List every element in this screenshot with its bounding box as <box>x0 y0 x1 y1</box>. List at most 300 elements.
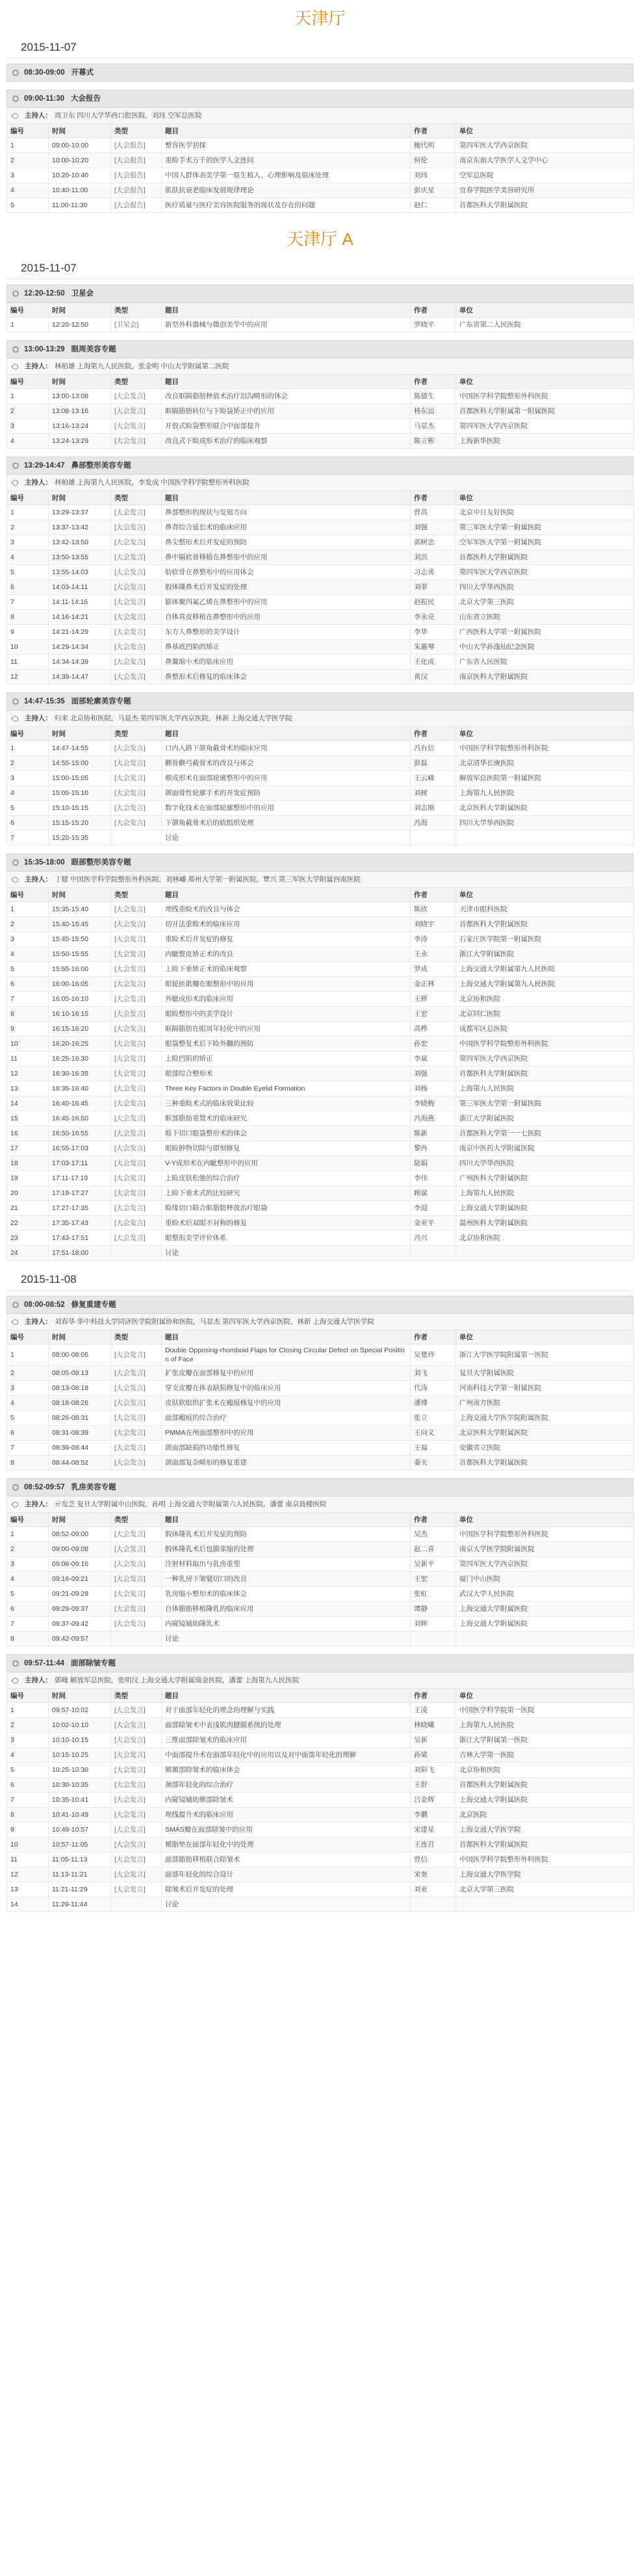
item-time: 15:45-15:50 <box>49 932 111 947</box>
item-title[interactable]: 眼整形美学评价体系 <box>162 1231 411 1246</box>
item-affiliation: 首都医科大学附属医院 <box>456 917 634 932</box>
item-time: 09:37-09:42 <box>49 1617 111 1632</box>
column-header: 作者 <box>411 1513 456 1527</box>
item-title[interactable]: 面部除皱术中表浅肌肉腱膜系统的处理 <box>162 1718 411 1733</box>
table-row <box>7 1852 634 1867</box>
item-affiliation: 宜春学院医学美容研究所 <box>456 183 634 198</box>
item-title[interactable]: 对于面部年轻化的理念的理解与实践 <box>162 1703 411 1718</box>
date-heading: 2015-11-07 <box>6 36 634 58</box>
item-type: [大会发言] <box>111 1527 162 1542</box>
item-title[interactable]: 外眦成形术的临床应用 <box>162 992 411 1007</box>
item-affiliation: 北京大学第三医院 <box>456 595 634 610</box>
table-row <box>7 1411 634 1426</box>
item-type: [大会发言] <box>111 404 162 419</box>
item-type: [大会发言] <box>111 595 162 610</box>
item-speaker: 冯有信 <box>411 741 456 756</box>
item-speaker: 刘晓宇 <box>411 917 456 932</box>
item-speaker: 黄汉 <box>411 670 456 685</box>
session-header[interactable] <box>6 1478 634 1496</box>
item-title[interactable]: 穿支皮瓣在体表缺损修复中的临床应用 <box>162 1381 411 1396</box>
table-row <box>7 1823 634 1837</box>
item-affiliation <box>456 1632 634 1647</box>
column-header: 作者 <box>411 888 456 902</box>
column-header: 类型 <box>111 124 162 138</box>
item-speaker: 秦天 <box>411 1456 456 1471</box>
item-time: 09:00-09:08 <box>49 1542 111 1557</box>
item-title[interactable]: 自体脂肪移植隆乳的临床应用 <box>162 1602 411 1617</box>
item-title[interactable]: 鼻基底凹陷的矫正 <box>162 640 411 655</box>
item-number: 4 <box>7 1748 49 1763</box>
item-number: 6 <box>7 1778 49 1793</box>
table-row <box>7 801 634 816</box>
item-speaker: 李涛 <box>411 932 456 947</box>
item-title[interactable]: 医疗质量与医疗美容医院服务的现状及存在的问题 <box>162 198 411 213</box>
item-title[interactable]: 内眦赘皮矫正术的改良 <box>162 947 411 962</box>
item-affiliation: 首都医科大学附属医院 <box>456 1837 634 1852</box>
item-time: 10:30-10:35 <box>49 1778 111 1793</box>
item-affiliation: 广西医科大学第一附属医院 <box>456 625 634 640</box>
item-affiliation: 厦门中山医院 <box>456 1572 634 1587</box>
table-row <box>7 1096 634 1111</box>
item-speaker: 习志勇 <box>411 565 456 580</box>
item-title[interactable]: 颌面部缺损的功能性修复 <box>162 1441 411 1456</box>
item-title[interactable]: 整容医学初探 <box>162 138 411 153</box>
item-time: 08:52-09:00 <box>49 1527 111 1542</box>
item-title[interactable]: 埋线重睑术的改良与体会 <box>162 902 411 917</box>
table-header-row <box>7 375 634 389</box>
item-number: 7 <box>7 1617 49 1632</box>
item-title[interactable]: 鼻背综合延长术的临床应用 <box>162 520 411 535</box>
item-time: 17:43-17:51 <box>49 1231 111 1246</box>
item-type: [大会发言] <box>111 1426 162 1441</box>
item-number: 14 <box>7 1897 49 1912</box>
table-header-row <box>7 124 634 138</box>
table-row <box>7 786 634 801</box>
item-title[interactable]: 内窥镜辅助额部除皱术 <box>162 1793 411 1808</box>
column-header: 编号 <box>7 727 49 741</box>
item-time: 11:13-11:21 <box>49 1867 111 1882</box>
item-title[interactable]: 面部年轻化的综合设计 <box>162 1867 411 1882</box>
chairs-names: 林柏雄 上海第九人民医院，李发成 中国医学科学院整形外科医院 <box>55 479 250 486</box>
item-affiliation: 广东省人民医院 <box>456 655 634 670</box>
item-number: 12 <box>7 670 49 685</box>
item-title[interactable]: 上睑下垂矫正术的临床观察 <box>162 962 411 977</box>
item-title[interactable]: 重睑手术万千的医学人文连问 <box>162 153 411 168</box>
item-title[interactable]: 颊脂垫在面部年轻化中的处理 <box>162 1837 411 1852</box>
item-title[interactable]: 眶隔脂肪在眼周年轻化中的应用 <box>162 1022 411 1037</box>
item-speaker: 李鹏 <box>411 1808 456 1823</box>
item-time: 16:30-16:35 <box>49 1067 111 1081</box>
program-table <box>6 374 634 449</box>
item-affiliation: 北京中日友好医院 <box>456 505 634 520</box>
item-type: [大会发言] <box>111 434 162 449</box>
item-time: 13:00-13:08 <box>49 389 111 404</box>
item-number: 12 <box>7 1067 49 1081</box>
item-title[interactable]: 颈部年轻化的综合治疗 <box>162 1778 411 1793</box>
session-time: 09:57-11:44 <box>24 1660 65 1668</box>
item-number: 1 <box>7 902 49 917</box>
item-speaker: 彭庆星 <box>411 183 456 198</box>
item-number: 2 <box>7 1542 49 1557</box>
item-title[interactable]: 颌面部复杂畸形的修复重建 <box>162 1456 411 1471</box>
item-affiliation: 第四军医大学西京医院 <box>456 565 634 580</box>
item-time: 13:24-13:29 <box>49 434 111 449</box>
column-header: 题目 <box>162 727 411 741</box>
table-row <box>7 1216 634 1231</box>
item-title[interactable]: 上睑皮肤松弛的综合治疗 <box>162 1171 411 1186</box>
session-header[interactable] <box>6 64 634 82</box>
item-number: 3 <box>7 771 49 786</box>
session-header[interactable] <box>6 457 634 475</box>
item-number: 6 <box>7 580 49 595</box>
item-type: [大会发言] <box>111 1867 162 1882</box>
item-speaker: 王宏 <box>411 1007 456 1022</box>
item-time: 16:35-16:40 <box>49 1081 111 1096</box>
item-title[interactable]: 眼轮匝肌瓣在眼整形中的应用 <box>162 977 411 992</box>
item-title[interactable]: 眶隔脂肪转位与下睑袋矫正中的应用 <box>162 404 411 419</box>
column-header: 单位 <box>456 124 634 138</box>
item-title[interactable]: 埋线提升术的临床应用 <box>162 1808 411 1823</box>
item-speaker <box>411 1897 456 1912</box>
item-speaker: 吴杰 <box>411 1527 456 1542</box>
item-title[interactable]: 皮肤软组织扩张术在瘢痕修复中的应用 <box>162 1396 411 1411</box>
item-number: 1 <box>7 505 49 520</box>
table-row <box>7 1587 634 1602</box>
item-title[interactable]: 改良式下睑成形术治疗的临床观察 <box>162 434 411 449</box>
item-affiliation: 河南科技大学第一附属医院 <box>456 1381 634 1396</box>
clock-icon <box>12 95 19 102</box>
column-header: 类型 <box>111 1689 162 1703</box>
item-time: 14:16-14:21 <box>49 610 111 625</box>
item-title[interactable]: PMMA在颅面部整形中的应用 <box>162 1426 411 1441</box>
item-title[interactable]: 乳房缩小整形术的临床体会 <box>162 1587 411 1602</box>
item-number: 2 <box>7 520 49 535</box>
item-title[interactable]: 一种乳房下皱襞切口的改良 <box>162 1572 411 1587</box>
item-title[interactable]: 上睑凹陷的矫正 <box>162 1052 411 1067</box>
item-type: [大会发言] <box>111 786 162 801</box>
table-row <box>7 1007 634 1022</box>
item-title[interactable]: 三维面部除皱术的临床应用 <box>162 1733 411 1748</box>
item-title[interactable]: 数字化技术在面部轮廓整形中的应用 <box>162 801 411 816</box>
item-title[interactable]: 开放式睑袋整形联合中面部提升 <box>162 419 411 434</box>
column-header: 时间 <box>49 1689 111 1703</box>
item-title[interactable]: 鼻中隔软骨移植在鼻整形中的应用 <box>162 550 411 565</box>
item-title[interactable]: 额颞部除皱术的临床体会 <box>162 1763 411 1778</box>
item-title[interactable]: 颌面骨性轮廓手术的并发症预防 <box>162 786 411 801</box>
item-affiliation: 中国医学科学院整形外科医院 <box>456 741 634 756</box>
session-header[interactable] <box>6 90 634 108</box>
session-header[interactable] <box>6 1654 634 1673</box>
chairs-row <box>6 872 634 887</box>
table-row <box>7 741 634 756</box>
item-speaker: 赵仁 <box>411 198 456 213</box>
item-title[interactable]: 讨论 <box>162 1632 411 1647</box>
item-title[interactable]: 颧骨颧弓截骨术的改良与体会 <box>162 756 411 771</box>
item-time: 09:21-09:29 <box>49 1587 111 1602</box>
column-header: 单位 <box>456 1330 634 1345</box>
item-title[interactable]: Three Key Factors in Double Eyelid Formation <box>162 1081 411 1096</box>
item-type: [大会发言] <box>111 947 162 962</box>
session-header[interactable] <box>6 1296 634 1314</box>
item-time: 13:55-14:03 <box>49 565 111 580</box>
item-title[interactable]: 重睑术后双眼不对称的修复 <box>162 1216 411 1231</box>
table-row <box>7 389 634 404</box>
session-block <box>6 64 634 82</box>
item-time: 15:50-15:55 <box>49 947 111 962</box>
session-header[interactable] <box>6 853 634 872</box>
item-title[interactable]: 眼睑肿物切除与即刻修复 <box>162 1141 411 1156</box>
item-affiliation: 上海第九人民医院 <box>456 1081 634 1096</box>
item-time: 13:08-13:16 <box>49 404 111 419</box>
column-header: 题目 <box>162 491 411 505</box>
column-header: 单位 <box>456 727 634 741</box>
table-row <box>7 1171 634 1186</box>
item-type: [大会发言] <box>111 1748 162 1763</box>
table-row <box>7 1081 634 1096</box>
column-header: 编号 <box>7 1689 49 1703</box>
column-header: 作者 <box>411 303 456 318</box>
item-title[interactable]: 面部瘢痕的综合治疗 <box>162 1411 411 1426</box>
program-table <box>6 887 634 1261</box>
item-type: [大会发言] <box>111 1882 162 1897</box>
column-header: 编号 <box>7 888 49 902</box>
item-title[interactable]: 假体隆鼻术后并发症的处理 <box>162 580 411 595</box>
item-speaker: 何伦 <box>411 153 456 168</box>
item-speaker: 刘强 <box>411 1067 456 1081</box>
item-title[interactable]: 中面部提升术在面部年轻化中的应用以及对中面部年轻化的理解 <box>162 1748 411 1763</box>
column-header: 时间 <box>49 727 111 741</box>
item-title[interactable]: 鼻部整形的现状与发展方向 <box>162 505 411 520</box>
table-row <box>7 1396 634 1411</box>
item-title[interactable]: 讨论 <box>162 1246 411 1261</box>
item-title[interactable]: 改良眶隔脂肪释放术治疗泪沟畸形的体会 <box>162 389 411 404</box>
session-time: 14:47-15:35 <box>24 698 65 705</box>
chairs-row <box>6 359 634 374</box>
item-title[interactable]: 口内入路下颌角截骨术的临床应用 <box>162 741 411 756</box>
table-row <box>7 1808 634 1823</box>
column-header: 编号 <box>7 1513 49 1527</box>
item-affiliation: 温州医科大学附属医院 <box>456 1216 634 1231</box>
column-header: 类型 <box>111 491 162 505</box>
item-title[interactable]: 颏成形术在面部轮廓整形中的应用 <box>162 771 411 786</box>
item-speaker: 陈欣 <box>411 902 456 917</box>
item-title[interactable]: 眼袋整复术后下睑外翻的预防 <box>162 1037 411 1052</box>
item-type: [大会发言] <box>111 1067 162 1081</box>
item-type: [大会发言] <box>111 1456 162 1471</box>
item-title[interactable]: 讨论 <box>162 1897 411 1912</box>
item-speaker: 王凌 <box>411 1703 456 1718</box>
item-time: 16:05-16:10 <box>49 992 111 1007</box>
item-title[interactable]: 膨体聚四氟乙烯在鼻整形中的应用 <box>162 595 411 610</box>
item-title[interactable]: 眼部综合整形术 <box>162 1067 411 1081</box>
table-row <box>7 1126 634 1141</box>
table-header-row <box>7 888 634 902</box>
item-title[interactable]: 肋软骨在鼻整形中的应用体会 <box>162 565 411 580</box>
item-title[interactable]: 新型外科器械与微创美学中的应用 <box>162 318 411 333</box>
item-title[interactable]: 下颌角截骨术后的软组织处理 <box>162 816 411 831</box>
item-speaker: 冯海燕 <box>411 1111 456 1126</box>
clock-icon <box>12 290 19 297</box>
item-time: 14:03-14:11 <box>49 580 111 595</box>
item-speaker: 彭磊 <box>411 756 456 771</box>
item-time: 17:35-17:43 <box>49 1216 111 1231</box>
item-speaker: 陆娟 <box>411 1156 456 1171</box>
item-title[interactable]: Double Opposing-rhomboid Flaps for Closing Circular Defect on Special Position of Face <box>162 1345 411 1366</box>
item-time: 15:10-15:15 <box>49 801 111 816</box>
item-title[interactable]: 自体真皮移植在鼻整形中的应用 <box>162 610 411 625</box>
item-time: 09:29-09:37 <box>49 1602 111 1617</box>
chairs-row <box>6 1496 634 1512</box>
item-number: 2 <box>7 404 49 419</box>
item-speaker: 王连召 <box>411 1837 456 1852</box>
item-speaker: 李斌 <box>411 1052 456 1067</box>
item-type: [大会报告] <box>111 168 162 183</box>
item-number: 9 <box>7 1022 49 1037</box>
item-title[interactable]: 睑缘切口联合眶脂肪释放治疗眼袋 <box>162 1201 411 1216</box>
item-title[interactable]: 扩张皮瓣在面部修复中的应用 <box>162 1366 411 1381</box>
item-number: 5 <box>7 198 49 213</box>
session-name: 眼周美容专题 <box>71 346 116 353</box>
item-affiliation: 第四军医大学西京医院 <box>456 138 634 153</box>
item-affiliation: 首都医科大学附属医院 <box>456 198 634 213</box>
item-title[interactable]: SMAS瓣在面部除皱中的应用 <box>162 1823 411 1837</box>
column-header: 作者 <box>411 375 456 389</box>
item-number: 18 <box>7 1156 49 1171</box>
item-title[interactable]: V-Y成形术在内眦整形中的应用 <box>162 1156 411 1171</box>
table-row <box>7 1052 634 1067</box>
column-header: 单位 <box>456 375 634 389</box>
item-number: 5 <box>7 1763 49 1778</box>
item-title[interactable]: 注射材料取出与乳房重塑 <box>162 1557 411 1572</box>
item-type: [大会发言] <box>111 1617 162 1632</box>
column-header: 单位 <box>456 491 634 505</box>
item-title[interactable]: 睑下切口眼袋整形术的体会 <box>162 1126 411 1141</box>
table-row <box>7 771 634 786</box>
column-header: 题目 <box>162 124 411 138</box>
item-affiliation: 上海交通大学医学院 <box>456 1823 634 1837</box>
item-speaker: 孙宏 <box>411 1037 456 1052</box>
item-type: [大会发言] <box>111 1763 162 1778</box>
table-row <box>7 831 634 846</box>
item-type: [大会发言] <box>111 1022 162 1037</box>
item-title[interactable]: 假体隆乳术后包膜挛缩的处理 <box>162 1542 411 1557</box>
item-time: 08:44-08:52 <box>49 1456 111 1471</box>
item-speaker: 吴楚玲 <box>411 1345 456 1366</box>
item-type: [大会发言] <box>111 1587 162 1602</box>
item-number: 1 <box>7 741 49 756</box>
microphone-icon <box>11 876 19 884</box>
item-title[interactable]: 内窥镜辅助隆乳术 <box>162 1617 411 1632</box>
item-title[interactable]: 眶部脂肪重置术的临床研究 <box>162 1111 411 1126</box>
item-time: 13:50-13:55 <box>49 550 111 565</box>
item-title[interactable]: 肌肤抗衰老临床发展规律理论 <box>162 183 411 198</box>
table-row <box>7 1778 634 1793</box>
column-header: 题目 <box>162 303 411 318</box>
item-number: 17 <box>7 1141 49 1156</box>
table-header-row <box>7 727 634 741</box>
item-time: 15:20-15:35 <box>49 831 111 846</box>
session-header[interactable] <box>6 284 634 303</box>
item-time: 10:49-10:57 <box>49 1823 111 1837</box>
table-row <box>7 962 634 977</box>
session-header[interactable] <box>6 692 634 711</box>
item-time: 16:10-16:15 <box>49 1007 111 1022</box>
session-block <box>6 457 634 685</box>
item-time: 08:39-08:44 <box>49 1441 111 1456</box>
item-number: 5 <box>7 801 49 816</box>
item-number: 24 <box>7 1246 49 1261</box>
item-affiliation: 第四军医大学西京医院 <box>456 1052 634 1067</box>
chairs-label: 主持人： <box>25 1676 52 1685</box>
item-time: 12:20-12:50 <box>49 318 111 333</box>
item-affiliation: 四川大学华西医院 <box>456 1156 634 1171</box>
item-title[interactable]: 中国人群体表美学第一原生植入、心理影响及临床处理 <box>162 168 411 183</box>
table-row <box>7 595 634 610</box>
item-speaker: 郭树忠 <box>411 535 456 550</box>
column-header: 编号 <box>7 124 49 138</box>
item-number: 8 <box>7 1007 49 1022</box>
table-row <box>7 1186 634 1201</box>
item-type: [大会发言] <box>111 505 162 520</box>
item-time: 16:40-16:45 <box>49 1096 111 1111</box>
item-speaker: 曾高 <box>411 505 456 520</box>
item-title[interactable]: 三种重睑术式的临床效果比较 <box>162 1096 411 1111</box>
item-speaker: 杨东运 <box>411 404 456 419</box>
table-row <box>7 183 634 198</box>
item-time: 16:25-16:30 <box>49 1052 111 1067</box>
item-title[interactable]: 鼻尖整形术后并发症的预防 <box>162 535 411 550</box>
item-title[interactable]: 鼻翼缩小术的临床应用 <box>162 655 411 670</box>
item-number: 4 <box>7 947 49 962</box>
table-row <box>7 565 634 580</box>
item-time: 09:57-10:02 <box>49 1703 111 1718</box>
column-header: 单位 <box>456 888 634 902</box>
item-type: [大会报告] <box>111 183 162 198</box>
item-number: 4 <box>7 786 49 801</box>
item-affiliation: 浙江大学附属医院 <box>456 1111 634 1126</box>
item-type: [大会发言] <box>111 1216 162 1231</box>
item-speaker: 刘菲 <box>411 580 456 595</box>
item-title[interactable]: 东方人鼻整形的美学设计 <box>162 625 411 640</box>
table-row <box>7 1381 634 1396</box>
item-title[interactable]: 眼睑整形中的美学设计 <box>162 1007 411 1022</box>
table-header-row <box>7 491 634 505</box>
item-title[interactable]: 面部脂肪移植联合除皱术 <box>162 1852 411 1867</box>
item-title[interactable]: 讨论 <box>162 831 411 846</box>
item-speaker: 金正林 <box>411 977 456 992</box>
table-row <box>7 1602 634 1617</box>
item-type: [卫星会] <box>111 318 162 333</box>
item-title[interactable]: 切开法重睑术的临床应用 <box>162 917 411 932</box>
item-speaker: 李晓梅 <box>411 1096 456 1111</box>
table-row <box>7 168 634 183</box>
item-title[interactable]: 上睑下垂术式的比较研究 <box>162 1186 411 1201</box>
item-type: [大会发言] <box>111 625 162 640</box>
item-speaker: 吕金辉 <box>411 1793 456 1808</box>
session-header[interactable] <box>6 340 634 359</box>
column-header: 作者 <box>411 727 456 741</box>
item-title[interactable]: 鼻整形术后修复的临床体会 <box>162 670 411 685</box>
item-type: [大会发言] <box>111 917 162 932</box>
item-number: 12 <box>7 1867 49 1882</box>
item-title[interactable]: 除皱术后并发症的处理 <box>162 1882 411 1897</box>
item-title[interactable]: 假体隆乳术后并发症的预防 <box>162 1527 411 1542</box>
program-table <box>6 123 634 213</box>
item-speaker: 王舒 <box>411 1778 456 1793</box>
item-title[interactable]: 重睑术后并发症的修复 <box>162 932 411 947</box>
item-number: 20 <box>7 1186 49 1201</box>
chairs-names: 亓发芝 复旦大学附属中山医院，孙明 上海交通大学附属第六人民医院，潘蕾 南京鼓楼医院 <box>55 1500 327 1509</box>
